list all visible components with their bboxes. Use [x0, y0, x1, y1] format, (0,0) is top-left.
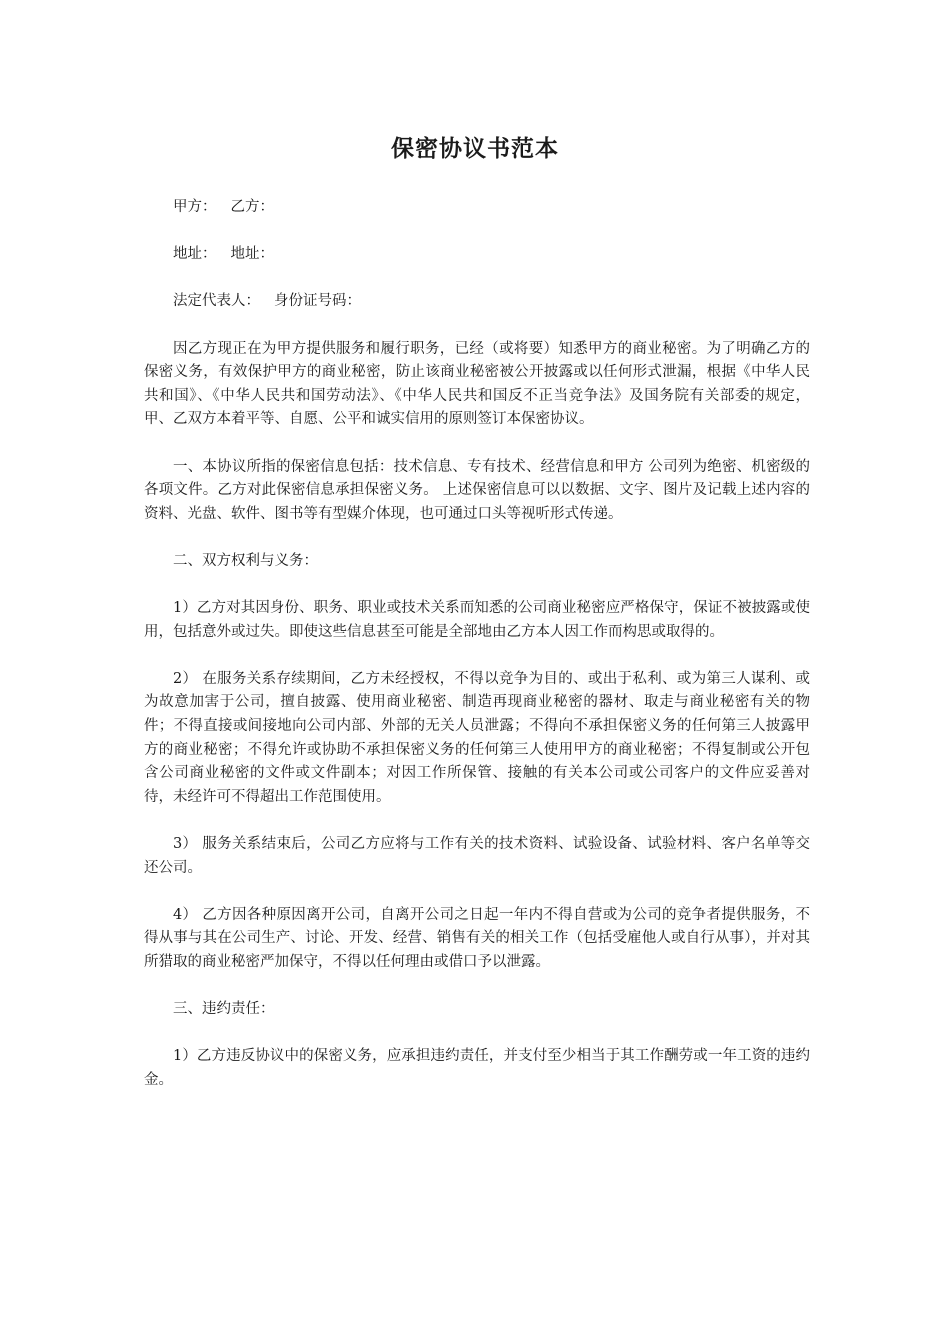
- clause-3-item-1: 1）乙方违反协议中的保密义务，应承担违约责任，并支付至少相当于其工作酬劳或一年工资的违约金。: [144, 1048, 810, 1088]
- legal-representative-label: 法定代表人：: [173, 293, 260, 310]
- address-line: [144, 243, 810, 267]
- party-line: [144, 196, 810, 220]
- document-body: [144, 196, 810, 1116]
- preamble-paragraph: 因乙方现正在为甲方提供服务和履行职务，已经（或将要）知悉甲方的商业秘密。为了明确乙方的保密义务，有效保护甲方的商业秘密，防止该商业秘密被公开披露或以任何形式泄漏，根据《中华人民共和国》、《中华人民共和国劳动法》、《中华人民共和国反不正当竞争法》及国务院有关部委的规定，甲、乙双方本着平等、自愿、公平和诚实信用的原则签订本保密协议。: [144, 340, 810, 428]
- clause-2-item-2: 2） 在服务关系存续期间，乙方未经授权，不得以竞争为目的、或出于私利、或为第三人谋利、或为故意加害于公司，擅自披露、使用商业秘密、制造再现商业秘密的器材、取走与商业秘密有关的物件；不得直接或间接地向公司内部、外部的无关人员泄露；不得向不承担保密义务的任何第三人披露甲方的商业秘密；不得允许或协助不承担保密义务的任何第三人使用甲方的商业秘密；不得复制或公开包含公司商业秘密的文件或文件副本；对因工作所保管、接触的有关本公司或公司客户的文件应妥善对待，未经许可不得超出工作范围使用。: [144, 670, 810, 805]
- party-a-label: 甲方：: [173, 199, 217, 215]
- address-a-label: 地址：: [173, 246, 217, 263]
- clause-1-paragraph: 一、本协议所指的保密信息包括：技术信息、专有技术、经营信息和甲方 公司列为绝密、机密级的各项文件。乙方对此保密信息承担保密义务。 上述保密信息可以以数据、文字、图片及记载上述内容的资料、光盘、软件、图书等有型媒介体现，也可通过口头等视听形式传递。: [144, 458, 810, 522]
- id-number-label: 身份证号码：: [274, 293, 361, 310]
- representative-line: [144, 290, 810, 314]
- clause-2-item-4: 4） 乙方因各种原因离开公司，自离开公司之日起一年内不得自营或为公司的竞争者提供服务，不得从事与其在公司生产、讨论、开发、经营、销售有关的相关工作（包括受雇他人或自行从事），并对其所猎取的商业秘密严加保守，不得以任何理由或借口予以泄露。: [144, 906, 810, 970]
- clause-2-item-3: 3） 服务关系结束后，公司乙方应将与工作有关的技术资料、试验设备、试验材料、客户名单等交还公司。: [144, 836, 810, 876]
- document-title: 保密协议书范本: [391, 135, 559, 162]
- clause-2-heading: 二、双方权利与义务：: [173, 552, 318, 569]
- clause-3-heading: 三、违约责任：: [173, 1001, 275, 1018]
- party-b-label: 乙方：: [230, 199, 274, 215]
- address-b-label: 地址：: [230, 246, 274, 263]
- clause-2-item-1: 1）乙方对其因身份、职务、职业或技术关系而知悉的公司商业秘密应严格保守，保证不被披露或使用，包括意外或过失。即使这些信息甚至可能是全部地由乙方本人因工作而构思或取得的。: [144, 600, 810, 640]
